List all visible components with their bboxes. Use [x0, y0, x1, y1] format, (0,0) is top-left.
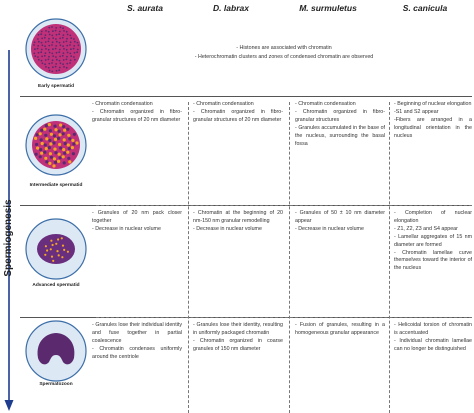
chromatin-dot: [62, 27, 64, 29]
chromatin-dot: [51, 71, 53, 73]
chromatin-dot: [54, 128, 57, 131]
chromatin-dot: [66, 38, 68, 40]
chromatin-dot: [54, 161, 57, 164]
cell-line: - Chromatin condensation: [92, 101, 153, 107]
chromatin-dot: [45, 124, 48, 127]
chromatin-dot: [56, 52, 58, 54]
cell-line: - Chromatin organized in coarse granules of 150 nm diameter: [193, 337, 283, 352]
chromatin-dot: [55, 66, 57, 68]
chromatin-dot: [48, 139, 51, 142]
chromatin-dot: [64, 142, 67, 145]
chromatin-dot: [58, 51, 60, 53]
chromatin-dot: [38, 41, 40, 43]
chromatin-dot: [62, 245, 64, 247]
chromatin-dot: [49, 34, 51, 36]
chromatin-dot: [36, 147, 39, 150]
chromatin-dot: [73, 133, 76, 136]
chromatin-dot: [36, 133, 39, 136]
cell-advanced-s-aurata: [92, 210, 182, 234]
cell-advanced-d-labrax: [193, 210, 283, 234]
column-divider: [289, 102, 290, 413]
chromatin-dot: [34, 55, 36, 57]
chromatin-dot: [59, 31, 61, 33]
advanced-spermatid-cell-icon: [25, 218, 87, 280]
cell-line: - Granules of 50 ± 10 nm diameter appear: [295, 210, 385, 224]
chromatin-dot: [62, 148, 65, 151]
chromatin-dot: [67, 34, 69, 36]
chromatin-dot: [63, 66, 65, 68]
chromatin-dot: [50, 156, 53, 159]
chromatin-dot: [51, 35, 53, 37]
chromatin-dot: [48, 162, 51, 165]
cell-spermatozoon-m-surmuletus: [295, 322, 385, 338]
chromatin-dot: [55, 56, 57, 58]
chromatin-dot: [78, 44, 80, 46]
chromatin-dot: [67, 157, 70, 160]
chromatin-dot: [38, 34, 40, 36]
chromatin-dot: [77, 49, 79, 51]
chromatin-dot: [63, 152, 66, 155]
chromatin-dot: [48, 56, 50, 58]
chromatin-dot: [44, 45, 46, 47]
chromatin-dot: [58, 143, 61, 146]
chromatin-dot: [44, 254, 46, 256]
intermediate-spermatid-cell-icon: [25, 114, 87, 176]
chromatin-dot: [62, 125, 65, 128]
chromatin-dot: [52, 55, 54, 57]
chromatin-dot: [50, 240, 52, 242]
cell-intermediate-s-canicula: [394, 101, 472, 141]
chromatin-dot: [58, 153, 61, 156]
chromatin-dot: [62, 132, 65, 135]
chromatin-dot: [49, 70, 51, 72]
chromatin-dot: [40, 138, 43, 141]
chromatin-dot: [60, 26, 62, 28]
chromatin-dot: [51, 53, 53, 55]
cell-line: - Decrease in nuclear volume: [193, 225, 262, 232]
chromatin-dot: [66, 41, 68, 43]
row-divider: [96, 205, 472, 206]
chromatin-dot: [68, 160, 71, 163]
cell-intermediate-s-aurata: [92, 101, 182, 125]
chromatin-dot: [63, 249, 65, 251]
chromatin-dot: [48, 41, 50, 43]
cell-advanced-s-canicula: [394, 210, 472, 273]
chromatin-dot: [37, 45, 39, 47]
chromatin-dot: [45, 245, 47, 247]
chromatin-dot: [37, 38, 39, 40]
chromatin-dot: [66, 45, 68, 47]
chromatin-dot: [45, 59, 47, 61]
chromatin-dot: [76, 51, 78, 53]
cell-line: - Chromatin organized in fibro-granular structures of 20 nm diameter: [193, 108, 283, 123]
chromatin-dot: [49, 142, 52, 145]
species-header-s-aurata: S. aurata: [127, 3, 163, 13]
chromatin-dot: [67, 143, 70, 146]
chromatin-dot: [45, 137, 48, 140]
chromatin-dot: [45, 41, 47, 43]
chromatin-dot: [50, 133, 53, 136]
chromatin-dot: [52, 66, 54, 68]
chromatin-dot: [59, 49, 61, 51]
chromatin-dot: [44, 157, 47, 160]
chromatin-dot: [70, 59, 72, 61]
chromatin-dot: [48, 38, 50, 40]
chromatin-dot: [58, 254, 60, 256]
cell-line: - Individual chromatin lamellae can no longer be distinguished: [394, 337, 472, 352]
chromatin-dot: [34, 41, 36, 43]
chromatin-dot: [56, 70, 58, 72]
cell-advanced-m-surmuletus: [295, 210, 385, 234]
cell-intermediate-m-surmuletus: [295, 101, 385, 148]
stage-separator: [20, 96, 472, 97]
chromatin-dot: [45, 147, 48, 150]
chromatin-dot: [38, 59, 40, 61]
chromatin-dot: [55, 243, 57, 245]
cell-line: - Chromatin organized in fibro-granular structures: [295, 108, 385, 123]
stage-label-early-spermatid: Early spermatid: [38, 84, 74, 89]
chromatin-dot: [63, 30, 65, 32]
chromatin-dot: [52, 41, 54, 43]
chromatin-dot: [49, 52, 51, 54]
cell-line: - Granules lose their identity, resulting in uniformly packaged chromatin: [193, 322, 283, 336]
chromatin-dot: [41, 49, 43, 51]
chromatin-dot: [62, 155, 65, 158]
chromatin-dot: [69, 62, 71, 64]
chromatin-dot: [48, 59, 50, 61]
early-note: - Heterochromatin clusters and zones of condensed chromatin are observed: [194, 54, 374, 60]
chromatin-dot: [55, 45, 57, 47]
cell-line: - Granules of 20 nm pack closer together: [92, 210, 182, 224]
cell-line: - Lamellar aggregates of 15 nm diameter are formed: [394, 233, 472, 248]
chromatin-dot: [48, 45, 50, 47]
chromatin-dot: [52, 59, 54, 61]
chromatin-dot: [66, 63, 68, 65]
row-divider: [96, 317, 472, 318]
chromatin-dot: [59, 147, 62, 150]
chromatin-dot: [61, 237, 63, 239]
chromatin-dot: [71, 139, 74, 142]
chromatin-dot: [56, 41, 58, 43]
chromatin-dot: [34, 48, 36, 50]
chromatin-dot: [56, 59, 58, 61]
chromatin-dot: [41, 38, 43, 40]
cell-line: -Fibers are arranged in a longitudinal orientation in the nucleus: [394, 116, 472, 139]
chromatin-dot: [50, 248, 52, 250]
chromatin-dot: [66, 59, 68, 61]
chromatin-dot: [59, 133, 62, 136]
chromatin-dot: [41, 142, 44, 145]
cell-line: - Decrease in nuclear volume: [295, 225, 364, 232]
chromatin-dot: [37, 56, 39, 58]
early-note: - Histones are associated with chromatin: [236, 45, 332, 51]
cell-line: - Chromatin at the beginning of 20 nm-150 nm granular remodelling: [193, 210, 283, 224]
chromatin-dot: [60, 44, 62, 46]
chromatin-dot: [52, 244, 54, 246]
chromatin-dot: [49, 129, 52, 132]
chromatin-dot: [45, 30, 47, 32]
stage-label-advanced-spermatid: Advanced spermatid: [32, 283, 80, 288]
column-divider: [389, 102, 390, 413]
chromatin-dot: [72, 152, 75, 155]
cell-spermatozoon-d-labrax: [193, 322, 283, 354]
chromatin-dot: [51, 44, 53, 46]
chromatin-dot: [48, 67, 50, 69]
chromatin-dot: [35, 143, 38, 146]
chromatin-dot: [51, 26, 53, 28]
cell-line: - Chromatin condensation: [193, 101, 254, 107]
chromatin-dot: [44, 37, 46, 39]
chromatin-dot: [39, 132, 42, 135]
cell-line: - Chromatin organized in fibro-granular structures of 20 nm diameter: [92, 108, 182, 123]
chromatin-dot: [53, 157, 56, 160]
chromatin-dot: [73, 38, 75, 40]
chromatin-dot: [63, 138, 66, 141]
chromatin-dot: [56, 34, 58, 36]
chromatin-dot: [44, 143, 47, 146]
chromatin-dot: [54, 138, 57, 141]
chromatin-dot: [49, 152, 52, 155]
chromatin-dot: [69, 53, 71, 55]
species-header-m-surmuletus: M. surmuletus: [299, 3, 357, 13]
chromatin-dot: [42, 44, 44, 46]
chromatin-dot: [72, 142, 75, 145]
chromatin-dot: [43, 128, 46, 131]
chromatin-dot: [53, 125, 56, 128]
cell-line: - Chromatin condenses uniformly around the centriole: [92, 345, 182, 360]
cell-line: -S1 and S2 appear: [394, 108, 439, 115]
chromatin-dot: [33, 53, 35, 55]
chromatin-dot: [39, 155, 42, 158]
chromatin-dot: [59, 67, 61, 69]
chromatin-dot: [62, 55, 64, 57]
chromatin-dot: [52, 30, 54, 32]
chromatin-dot: [67, 134, 70, 137]
chromatin-dot: [45, 66, 47, 68]
chromatin-dot: [63, 34, 65, 36]
chromatin-dot: [68, 137, 71, 140]
chromatin-dot: [55, 38, 57, 40]
chromatin-dot: [39, 148, 42, 151]
chromatin-dot: [62, 37, 64, 39]
chromatin-dot: [52, 260, 54, 262]
spermiogenesis-axis-label: Spermiogenesis: [3, 199, 14, 277]
chromatin-dot: [58, 69, 60, 71]
chromatin-dot: [59, 42, 61, 44]
chromatin-dot: [55, 27, 57, 29]
chromatin-dot: [73, 45, 75, 47]
chromatin-dot: [41, 42, 43, 44]
chromatin-dot: [40, 152, 43, 155]
chromatin-dot: [41, 56, 43, 58]
cell-line: - Beginning of nuclear elongation: [394, 101, 472, 107]
chromatin-dot: [34, 137, 37, 140]
chromatin-dot: [66, 49, 68, 51]
chromatin-dot: [58, 33, 60, 35]
species-header-d-labrax: D. labrax: [213, 3, 249, 13]
chromatin-dot: [63, 129, 66, 132]
chromatin-dot: [35, 153, 38, 156]
chromatin-dot: [66, 31, 68, 33]
cell-line: - Decrease in nuclear volume: [92, 225, 161, 232]
chromatin-dot: [57, 160, 60, 163]
chromatin-dot: [51, 62, 53, 64]
chromatin-dot: [70, 41, 72, 43]
stage-label-spermatozoon: Spermatozoon: [39, 382, 73, 387]
cell-line: - Granules lose their individual identity and fuse together in partial coalescence: [92, 322, 182, 344]
cell-intermediate-d-labrax: [193, 101, 283, 125]
chromatin-dot: [38, 52, 40, 54]
species-header-s-canicula: S. canicula: [402, 3, 448, 13]
cell-line: - Chromatin lamellae curve themselves toward the interior of the nucleus: [394, 249, 472, 272]
chromatin-dot: [63, 59, 65, 61]
chromatin-dot: [55, 63, 57, 65]
chromatin-dot: [66, 67, 68, 69]
chromatin-dot: [74, 52, 76, 54]
cell-line: - Chromatin condensation: [295, 101, 356, 107]
chromatin-dot: [48, 146, 51, 149]
chromatin-dot: [55, 48, 57, 50]
chromatin-dot: [63, 41, 65, 43]
chromatin-dot: [66, 151, 69, 154]
early-spermatid-cell-icon: [25, 18, 87, 80]
chromatin-dot: [41, 60, 43, 62]
chromatin-dot: [66, 56, 68, 58]
chromatin-dot: [59, 38, 61, 40]
chromatin-dot: [62, 45, 64, 47]
cell-line: - Helicoidal torsion of chromatin is accentuated: [394, 322, 472, 336]
chromatin-dot: [44, 134, 47, 137]
chromatin-dot: [74, 41, 76, 43]
chromatin-dot: [48, 49, 50, 51]
chromatin-dot: [73, 56, 75, 58]
chromatin-dot: [57, 137, 60, 140]
chromatin-dot: [70, 55, 72, 57]
cell-spermatozoon-s-aurata: [92, 322, 182, 362]
chromatin-dot: [33, 44, 35, 46]
chromatin-dot: [53, 148, 56, 151]
chromatin-dot: [75, 141, 78, 144]
chromatin-dot: [45, 52, 47, 54]
chromatin-dot: [41, 31, 43, 33]
chromatin-dot: [51, 256, 53, 258]
chromatin-dot: [45, 34, 47, 36]
chromatin-dot: [40, 129, 43, 132]
chromatin-dot: [40, 33, 42, 35]
spermatozoon-head-icon: [25, 320, 87, 382]
cell-line: - Completion of nuclear elongation: [394, 210, 472, 224]
chromatin-dot: [52, 141, 55, 144]
chromatin-dot: [60, 62, 62, 64]
chromatin-dot: [46, 249, 48, 251]
chromatin-dot: [63, 161, 66, 164]
chromatin-dot: [59, 156, 62, 159]
chromatin-dot: [37, 48, 39, 50]
chromatin-dot: [62, 63, 64, 65]
stage-label-intermediate-spermatid: Intermediate spermatid: [29, 183, 83, 188]
chromatin-dot: [48, 27, 50, 29]
chromatin-dot: [54, 151, 57, 154]
cell-spermatozoon-s-canicula: [394, 322, 472, 354]
chromatin-dot: [59, 60, 61, 62]
chromatin-dot: [58, 130, 61, 133]
chromatin-dot: [67, 52, 69, 54]
chromatin-dot: [74, 59, 76, 61]
chromatin-dot: [52, 37, 54, 39]
chromatin-dot: [42, 62, 44, 64]
chromatin-dot: [66, 128, 69, 131]
chromatin-dot: [44, 55, 46, 57]
chromatin-dot: [48, 123, 51, 126]
chromatin-dot: [70, 48, 72, 50]
chromatin-dot: [61, 256, 63, 258]
column-divider: [188, 102, 189, 413]
cell-line: - Granules accumulated in the base of the nucleus, surrounding the basal fossa: [295, 124, 385, 147]
chromatin-dot: [71, 146, 74, 149]
chromatin-dot: [59, 56, 61, 58]
chromatin-dot: [52, 164, 55, 167]
chromatin-dot: [53, 134, 56, 137]
chromatin-dot: [48, 31, 50, 33]
chromatin-dot: [56, 250, 58, 252]
chromatin-dot: [55, 30, 57, 32]
chromatin-dot: [69, 44, 71, 46]
chromatin-dot: [57, 238, 59, 240]
chromatin-dot: [73, 48, 75, 50]
chromatin-dot: [45, 48, 47, 50]
chromatin-dot: [77, 42, 79, 44]
early-spermatid-shared-text: [96, 44, 472, 62]
cell-line: - Z1, Z2, Z3 and S4 appear: [394, 225, 458, 232]
chromatin-dot: [70, 37, 72, 39]
chromatin-dot: [48, 63, 50, 65]
chromatin-dot: [40, 51, 42, 53]
cell-line: - Fusion of granules, resulting in a homogeneous granular appearance: [295, 322, 385, 336]
chromatin-dot: [43, 151, 46, 154]
chromatin-dot: [44, 63, 46, 65]
chromatin-dot: [69, 35, 71, 37]
chromatin-dot: [63, 48, 65, 50]
chromatin-dot: [63, 52, 65, 54]
chromatin-dot: [52, 48, 54, 50]
chromatin-dot: [45, 160, 48, 163]
chromatin-dot: [68, 147, 71, 150]
chromatin-dot: [67, 251, 69, 253]
chromatin-dot: [59, 124, 62, 127]
